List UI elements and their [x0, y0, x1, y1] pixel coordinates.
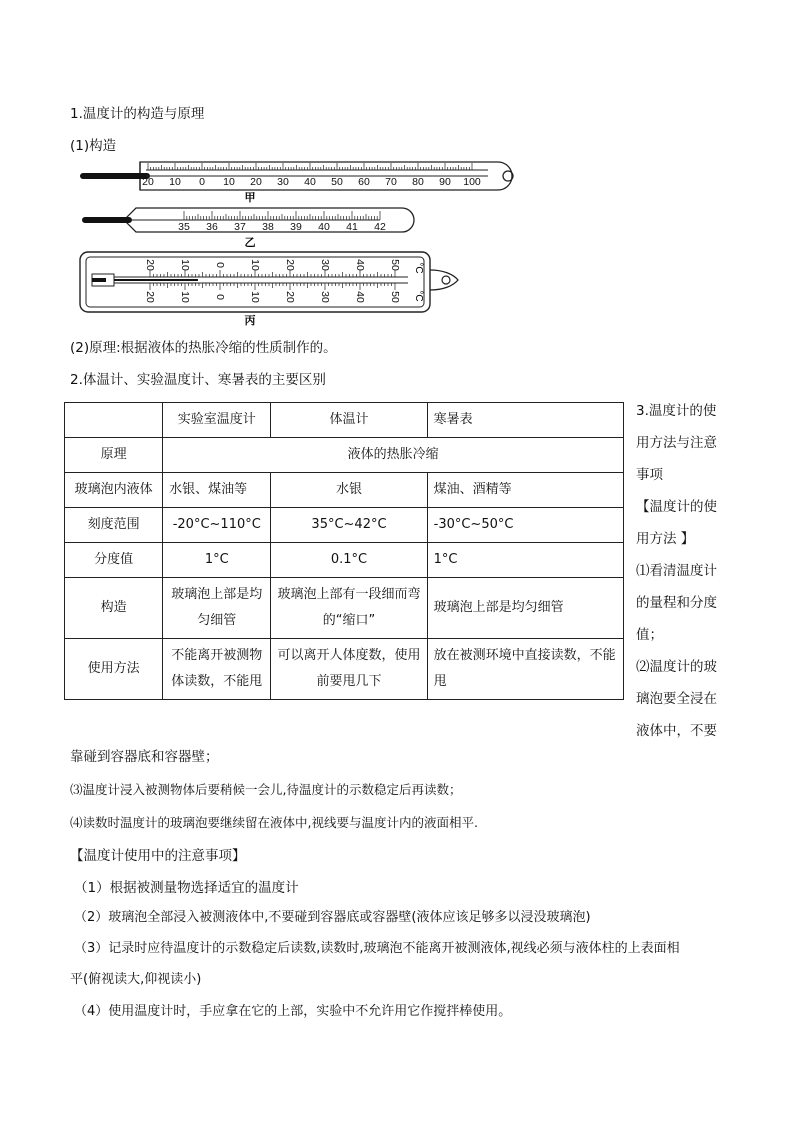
scale-label-top: 20 — [284, 259, 297, 271]
notes-heading: 【温度计使用中的注意事项】 — [70, 848, 246, 864]
cold-heat-meter-figure — [78, 248, 463, 328]
scale-label-bottom: 10 — [249, 291, 262, 303]
usage-continuation-1: 靠碰到容器底和容器壁； — [70, 749, 219, 765]
table-cell: -20°C~110°C — [163, 508, 271, 543]
scale-label: 40 — [318, 221, 330, 233]
table-cell: 35°C~42°C — [271, 508, 427, 543]
scale-label: 90 — [439, 176, 451, 188]
scale-label-top: 10 — [249, 259, 262, 271]
scale-label: 60 — [358, 176, 370, 188]
principle-text: (2)原理:根据液体的热胀冷缩的性质制作的。 — [70, 340, 337, 356]
scale-label-bottom: 30 — [319, 291, 332, 303]
scale-label: 70 — [385, 176, 397, 188]
side-line: 3.温度计的使 — [636, 403, 717, 419]
table-cell: 放在被测环境中直接读数，不能甩 — [427, 639, 623, 700]
table-row — [65, 578, 624, 639]
row-label: 刻度范围 — [65, 508, 163, 543]
usage-continuation-2: ⑶温度计浸入被测物体后要稍候一会儿,待温度计的示数稳定后再读数； — [70, 782, 462, 797]
table-header-row — [65, 403, 624, 438]
table-row — [65, 508, 624, 543]
table-cell: 煤油、酒精等 — [427, 473, 623, 508]
note-item: 平(俯视读大,仰视读小) — [70, 972, 202, 987]
table-cell: 1°C — [427, 543, 623, 578]
table-cell: 可以离开人体度数，使用前要甩几下 — [271, 639, 427, 700]
table-cell: 玻璃泡上部是均匀细管 — [427, 578, 623, 639]
scale-label: 37 — [234, 221, 246, 233]
table-cell: 玻璃泡上部有一段细而弯的“缩口” — [271, 578, 427, 639]
scale-label: 41 — [346, 221, 358, 233]
scale-label: 10 — [169, 176, 181, 188]
scale-label-bottom: 0 — [214, 294, 227, 300]
scale-label: 42 — [374, 221, 386, 233]
table-cell: 水银、煤油等 — [163, 473, 271, 508]
scale-label-bottom: 20 — [284, 291, 297, 303]
row-label: 原理 — [65, 438, 163, 473]
scale-label: 39 — [290, 221, 302, 233]
scale-label-bottom: 10 — [179, 291, 192, 303]
comparison-table — [64, 402, 624, 700]
note-item: （1）根据被测量物选择适宜的温度计 — [74, 880, 299, 896]
table-cell: 不能离开被测物体读数，不能甩 — [163, 639, 271, 700]
table-header-cell — [65, 403, 163, 438]
row-label: 构造 — [65, 578, 163, 639]
usage-continuation-3: ⑷读数时温度计的玻璃泡要继续留在液体中,视线要与温度计内的液面相平. — [70, 815, 478, 830]
side-line: 事项 — [636, 467, 663, 483]
table-row — [65, 543, 624, 578]
clinical-thermometer-figure — [80, 204, 420, 248]
table-cell: 液体的热胀冷缩 — [163, 438, 624, 473]
scale-label-top: 40 — [354, 259, 367, 271]
table-header-cell: 寒暑表 — [427, 403, 623, 438]
section-heading-construction: 1.温度计的构造与原理 — [70, 106, 205, 122]
scale-label: 50 — [331, 176, 343, 188]
scale-label: 80 — [412, 176, 424, 188]
table-cell: 0.1°C — [271, 543, 427, 578]
scale-label: 10 — [223, 176, 235, 188]
side-line: 用方法 】 — [636, 531, 695, 547]
scale-label-top: 0 — [214, 262, 227, 268]
note-item: （2）玻璃泡全部浸入被测液体中,不要碰到容器底或容器壁(液体应该足够多以浸没玻璃泡) — [74, 910, 591, 925]
side-line: ⑴看清温度计 — [636, 563, 717, 579]
scale-label: 0 — [199, 176, 205, 188]
section-heading-comparison: 2.体温计、实验温度计、寒暑表的主要区别 — [70, 372, 326, 388]
table-header-cell: 实验室温度计 — [163, 403, 271, 438]
lab-thermometer-figure — [78, 158, 523, 203]
thermometer-bing-label: 丙 — [244, 315, 256, 327]
scale-label-top: 30 — [319, 259, 332, 271]
table-row — [65, 438, 624, 473]
table-cell: 水银 — [271, 473, 427, 508]
scale-label: 20 — [250, 176, 262, 188]
subheading-structure: (1)构造 — [70, 138, 117, 154]
scale-label: 40 — [304, 176, 316, 188]
table-cell: 玻璃泡上部是均匀细管 — [163, 578, 271, 639]
scale-label: 100 — [463, 176, 481, 188]
side-line: 值； — [636, 627, 663, 643]
scale-label-bottom: 50 — [389, 291, 402, 303]
scale-label: 38 — [262, 221, 274, 233]
scale-label-top: 10 — [179, 259, 192, 271]
table-cell: -30°C~50°C — [427, 508, 623, 543]
row-label: 使用方法 — [65, 639, 163, 700]
side-usage-column — [636, 395, 732, 747]
table-header-cell: 体温计 — [271, 403, 427, 438]
row-label: 分度值 — [65, 543, 163, 578]
side-line: ⑵温度计的玻 — [636, 659, 717, 675]
scale-label: 20 — [142, 176, 154, 188]
note-item: （4）使用温度计时，手应拿在它的上部，实验中不允许用它作搅拌棒使用。 — [74, 1004, 512, 1019]
scale-label: 30 — [277, 176, 289, 188]
scale-label-bottom: 40 — [354, 291, 367, 303]
thermometer-jia-label: 甲 — [244, 192, 256, 203]
unit-bottom: °C — [413, 290, 424, 302]
note-item: （3）记录时应待温度计的示数稳定后读数,读数时,玻璃泡不能离开被测液体,视线必须与液体柱的上表面相 — [74, 941, 680, 956]
scale-label: 36 — [206, 221, 218, 233]
unit-top: °C — [413, 262, 424, 274]
row-label: 玻璃泡内液体 — [65, 473, 163, 508]
scale-label-top: 50 — [389, 259, 402, 271]
table-cell: 1°C — [163, 543, 271, 578]
side-line: 璃泡要全浸在 — [636, 691, 717, 707]
scale-label-bottom: 20 — [144, 291, 157, 303]
table-row — [65, 473, 624, 508]
side-line: 的量程和分度 — [636, 595, 717, 611]
side-line: 液体中，不要 — [636, 723, 717, 739]
scale-label: 35 — [178, 221, 190, 233]
thermometer-yi-label: 乙 — [244, 237, 256, 248]
table-row — [65, 639, 624, 700]
side-line: 用方法与注意 — [636, 435, 717, 451]
scale-label-top: 20 — [144, 259, 157, 271]
side-line: 【温度计的使 — [636, 499, 717, 515]
